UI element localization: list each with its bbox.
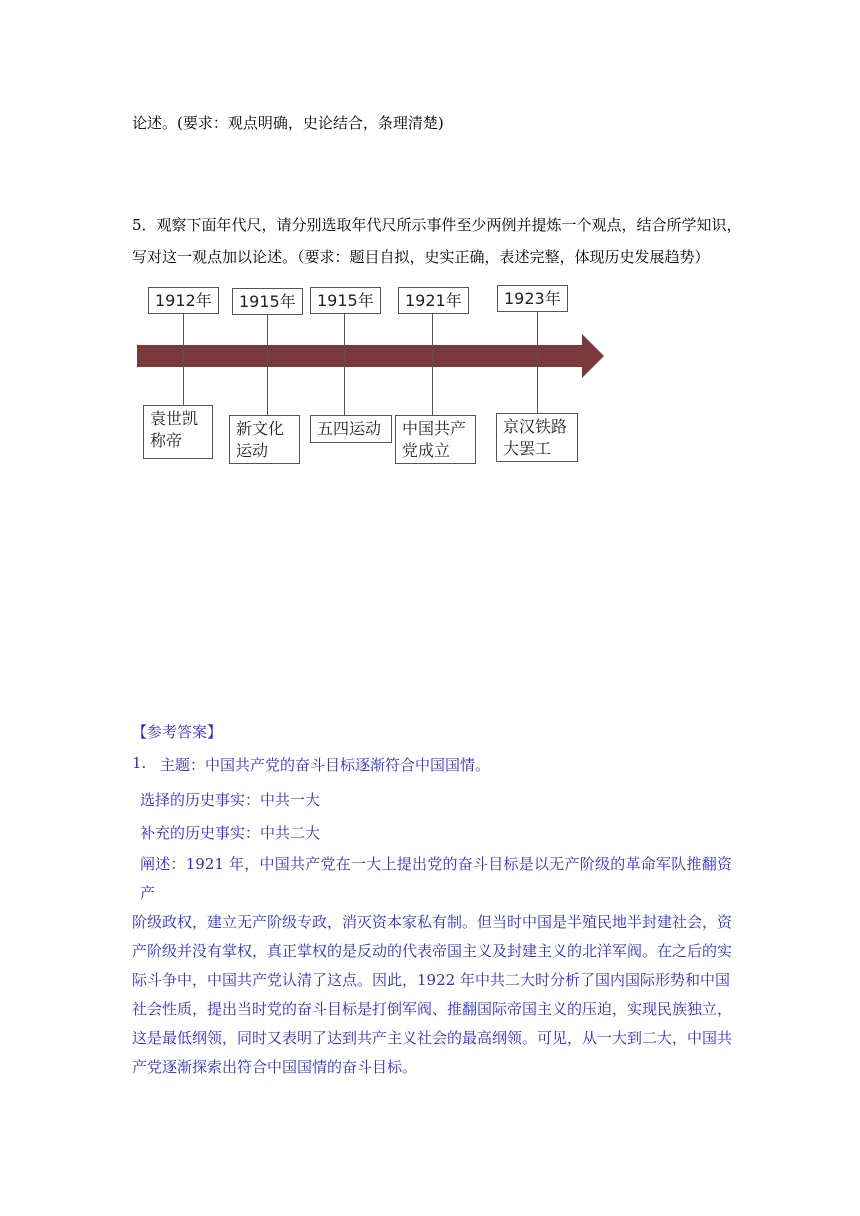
explanation-line: 阶级政权，建立无产阶级专政，消灭资本家私有制。但当时中国是半殖民地半封建社会，资 xyxy=(132,913,733,931)
timeline-connector xyxy=(537,311,538,415)
explanation-line: 际斗争中，中国共产党认清了这点。因此，1922 年中共二大时分析了国内国际形势和中国 xyxy=(132,971,730,989)
explanation-line: 阐述：1921 年，中国共产党在一大上提出党的奋斗目标是以无产阶级的革命军队推翻资产 xyxy=(140,855,732,902)
explanation-line: 产党逐渐探索出符合中国国情的奋斗目标。 xyxy=(132,1058,418,1076)
timeline-connector xyxy=(432,313,433,415)
answer-item-theme: 主题：中国共产党的奋斗目标逐渐符合中国国情。 xyxy=(160,756,491,774)
timeline-event-label: 五四运动 xyxy=(310,415,392,443)
answer-heading: 【参考答案】 xyxy=(132,723,223,741)
timeline-event-label: 中国共产 党成立 xyxy=(395,415,476,464)
timeline-event-label: 袁世凯 称帝 xyxy=(143,405,213,459)
answer-explanation xyxy=(132,850,732,1082)
explanation-line: 这是最低纲领，同时又表明了达到共产主义社会的最高纲领。可见，从一大到二大，中国共 xyxy=(132,1029,733,1047)
timeline-event-label: 新文化 运动 xyxy=(229,415,300,464)
timeline-year-label: 1923年 xyxy=(497,285,568,312)
timeline-connector xyxy=(267,313,268,415)
answer-item-number: 1. xyxy=(132,754,147,772)
timeline-connector xyxy=(344,313,345,415)
selected-fact: 选择的历史事实：中共一大 xyxy=(140,791,321,809)
supplement-fact: 补充的历史事实：中共二大 xyxy=(140,824,321,842)
timeline-year-label: 1912年 xyxy=(148,287,219,314)
explanation-line: 产阶级并没有掌权，真正掌权的是反动的代表帝国主义及封建主义的北洋军阀。在之后的实 xyxy=(132,942,733,960)
timeline-year-label: 1915年 xyxy=(232,288,303,315)
question5-line2: 写对这一观点加以论述。（要求：题目自拟，史实正确，表述完整，体现历史发展趋势） xyxy=(132,248,710,266)
question5-line1: 5．观察下面年代尺，请分别选取年代尺所示事件至少两例并提炼一个观点，结合所学知识， xyxy=(132,216,742,234)
timeline-event-label: 京汉铁路 大罢工 xyxy=(496,413,578,462)
timeline-year-label: 1921年 xyxy=(398,287,469,314)
timeline-year-label: 1915年 xyxy=(310,287,381,314)
explanation-line: 社会性质，提出当时党的奋斗目标是打倒军阀、推翻国际帝国主义的压迫，实现民族独立， xyxy=(132,1000,733,1018)
timeline-connector xyxy=(183,313,184,405)
question4-tail: 论述。(要求：观点明确，史论结合，条理清楚) xyxy=(132,114,444,132)
